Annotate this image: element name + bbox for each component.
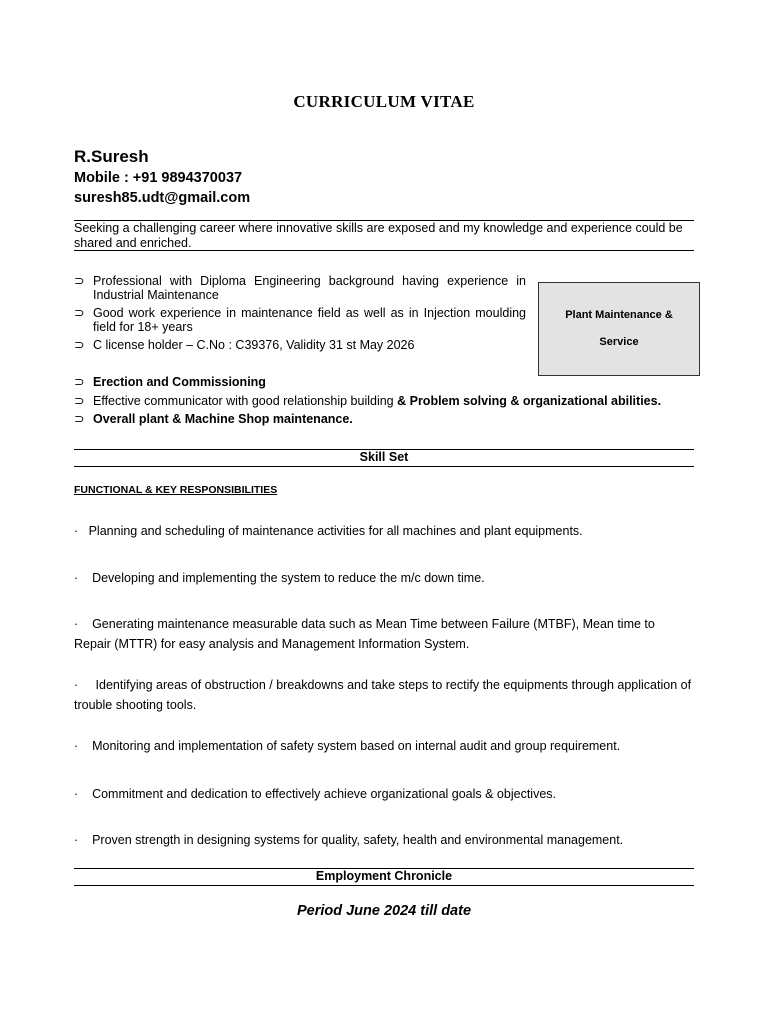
bullet-marker: ⊃ xyxy=(74,274,85,288)
list-item: ⊃ Good work experience in maintenance field as well as in Injection moulding field for 18+ years xyxy=(74,306,526,334)
divider xyxy=(74,466,694,467)
divider xyxy=(74,885,694,886)
list-item: · Planning and scheduling of maintenance activities for all machines and plant equipments. xyxy=(74,524,583,538)
employment-period: Period June 2024 till date xyxy=(296,903,472,919)
list-item: · Commitment and dedication to effectively achieve organizational goals & objectives. xyxy=(74,787,556,801)
list-item: · Generating maintenance measurable data such as Mean Time between Failure (MTBF), Mean time to Repair (MTTR) for easy analysis and Management Information System. xyxy=(74,617,655,651)
list-item: · Monitoring and implementation of safety system based on internal audit and group requirement. xyxy=(74,739,621,753)
bullet-marker: ⊃ xyxy=(74,375,85,389)
divider xyxy=(74,250,694,251)
candidate-name: R.Suresh xyxy=(74,147,149,166)
bullet-marker: ⊃ xyxy=(74,338,85,352)
document-title: CURRICULUM VITAE xyxy=(293,92,475,111)
specialization-line: Plant Maintenance & xyxy=(565,309,673,321)
list-item: ⊃ Effective communicator with good relationship building & Problem solving & organizational abilities. xyxy=(74,393,662,408)
bullet-marker: ⊃ xyxy=(74,412,85,426)
employment-heading: Employment Chronicle xyxy=(315,869,453,883)
profile-list xyxy=(74,274,526,356)
bullet-marker: · xyxy=(74,739,79,753)
strengths-list xyxy=(74,375,694,431)
bullet-marker: · xyxy=(74,787,79,801)
mobile-number: Mobile : +91 9894370037 xyxy=(74,170,243,186)
email-address: suresh85.udt@gmail.com xyxy=(74,190,251,206)
bullet-marker: · xyxy=(74,524,79,538)
list-item: ⊃ Overall plant & Machine Shop maintenance. xyxy=(74,412,353,426)
list-item: ⊃ Erection and Commissioning xyxy=(74,375,266,389)
bullet-marker: ⊃ xyxy=(74,306,85,320)
skill-set-heading: Skill Set xyxy=(359,450,409,464)
list-item: · Proven strength in designing systems for quality, safety, health and environmental management. xyxy=(74,833,624,847)
bullet-marker: · xyxy=(74,678,79,692)
bullet-marker: · xyxy=(74,617,79,631)
bullet-marker: · xyxy=(74,833,79,847)
list-item: ⊃ Professional with Diploma Engineering background having experience in Industrial Maintenance xyxy=(74,274,526,302)
bullet-marker: · xyxy=(74,571,79,585)
specialization-box xyxy=(538,282,700,376)
responsibilities-heading: FUNCTIONAL & KEY RESPONSIBILITIES xyxy=(74,484,278,496)
specialization-line: Service xyxy=(599,336,639,348)
bullet-marker: ⊃ xyxy=(74,393,85,408)
career-objective: Seeking a challenging career where innovative skills are exposed and my knowledge and experience could be shared and enriched. xyxy=(74,221,683,250)
list-item: · Developing and implementing the system to reduce the m/c down time. xyxy=(74,571,485,585)
list-item: · Identifying areas of obstruction / breakdowns and take steps to rectify the equipments through application of trouble shooting tools. xyxy=(74,678,692,712)
list-item: ⊃ C license holder – C.No : C39376, Validity 31 st May 2026 xyxy=(74,338,415,352)
